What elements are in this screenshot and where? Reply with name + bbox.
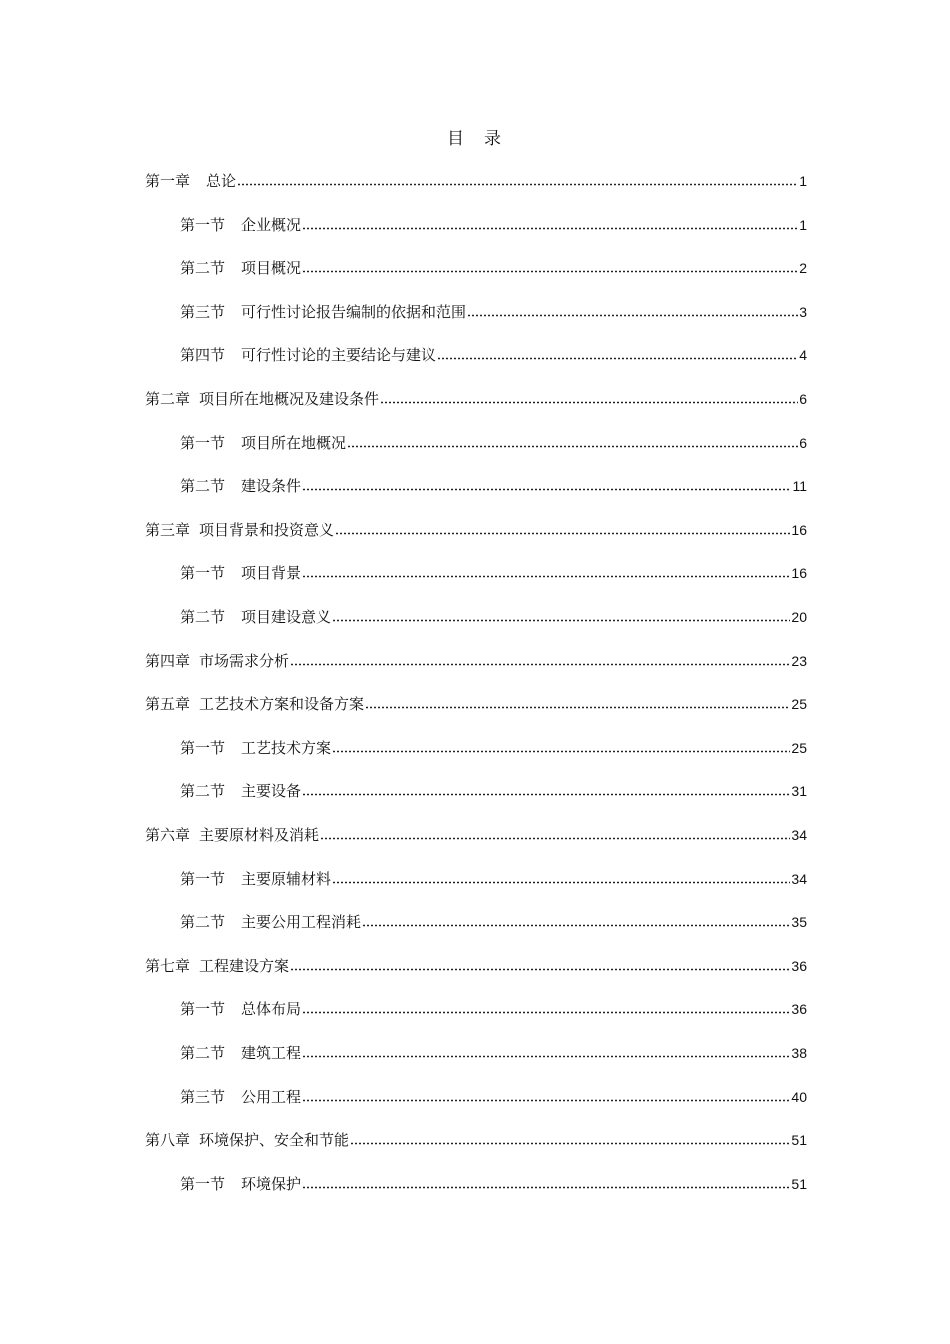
toc-entry-chapter[interactable]	[145, 1129, 807, 1151]
toc-entry-number: 第一节	[180, 564, 226, 582]
toc-entry-number: 第二节	[180, 608, 226, 626]
toc-entry-chapter[interactable]	[145, 693, 807, 715]
toc-entry-section[interactable]	[180, 606, 807, 628]
toc-entry-title: 环境保护	[241, 1175, 302, 1193]
toc-entry-section[interactable]	[180, 998, 807, 1020]
toc-entry-title: 可行性讨论报告编制的依据和范围	[241, 303, 467, 321]
toc-entry-page-number: 4	[799, 347, 807, 363]
toc-title	[0, 124, 950, 149]
toc-entry-title: 项目所在地概况及建设条件	[199, 390, 380, 408]
toc-entry-section[interactable]	[180, 868, 807, 890]
toc-entry-title: 工艺技术方案和设备方案	[199, 695, 365, 713]
toc-entry-title: 项目概况	[241, 259, 302, 277]
toc-entry-title: 主要设备	[241, 782, 302, 800]
toc-title-left: 目	[447, 129, 466, 149]
toc-entry-page-number: 2	[799, 260, 807, 276]
toc-entry-title: 企业概况	[241, 216, 302, 234]
toc-entry-page-number: 25	[791, 740, 807, 756]
toc-leader-dots	[347, 444, 798, 449]
toc-entry-title: 公用工程	[241, 1088, 302, 1106]
toc-leader-dots	[302, 226, 798, 231]
toc-entry-title: 市场需求分析	[199, 652, 290, 670]
toc-leader-dots	[332, 749, 790, 754]
toc-entry-number: 第二节	[180, 477, 226, 495]
toc-entry-page-number: 38	[791, 1045, 807, 1061]
toc-entry-number: 第七章	[145, 957, 191, 975]
toc-entry-title: 主要原辅材料	[241, 870, 332, 888]
toc-leader-dots	[302, 1054, 790, 1059]
toc-entry-number: 第三节	[180, 303, 226, 321]
toc-entry-title: 项目所在地概况	[241, 434, 347, 452]
toc-entry-title: 项目背景和投资意义	[199, 521, 335, 539]
toc-entry-number: 第六章	[145, 826, 191, 844]
toc-entry-number: 第四节	[180, 346, 226, 364]
toc-entry-page-number: 25	[791, 696, 807, 712]
toc-entry-section[interactable]	[180, 1042, 807, 1064]
toc-leader-dots	[237, 182, 798, 187]
toc-entry-number: 第一节	[180, 1000, 226, 1018]
toc-entry-title: 项目建设意义	[241, 608, 332, 626]
toc-entry-title: 工艺技术方案	[241, 739, 332, 757]
toc-entry-page-number: 31	[791, 783, 807, 799]
toc-entry-page-number: 11	[792, 478, 807, 494]
toc-entry-title: 总论	[206, 172, 237, 190]
toc-entry-number: 第一节	[180, 870, 226, 888]
toc-entry-section[interactable]	[180, 780, 807, 802]
toc-entry-page-number: 3	[799, 304, 807, 320]
toc-entry-section[interactable]	[180, 562, 807, 584]
toc-entry-page-number: 16	[791, 522, 807, 538]
toc-entry-title: 主要公用工程消耗	[241, 913, 362, 931]
toc-entry-number: 第二章	[145, 390, 191, 408]
toc-entry-section[interactable]	[180, 301, 807, 323]
toc-entry-chapter[interactable]	[145, 824, 807, 846]
toc-entry-chapter[interactable]	[145, 650, 807, 672]
toc-leader-dots	[302, 792, 790, 797]
toc-entry-chapter[interactable]	[145, 955, 807, 977]
toc-entry-number: 第二节	[180, 259, 226, 277]
toc-entry-page-number: 1	[799, 217, 807, 233]
toc-leader-dots	[302, 1010, 790, 1015]
toc-entry-section[interactable]	[180, 344, 807, 366]
toc-entry-title: 工程建设方案	[199, 957, 290, 975]
toc-entry-title: 主要原材料及消耗	[199, 826, 320, 844]
toc-entry-section[interactable]	[180, 214, 807, 236]
toc-entry-page-number: 23	[791, 653, 807, 669]
toc-entry-page-number: 35	[791, 914, 807, 930]
toc-leader-dots	[365, 705, 790, 710]
toc-entry-page-number: 51	[791, 1176, 807, 1192]
toc-leader-dots	[290, 662, 790, 667]
toc-entry-title: 项目背景	[241, 564, 302, 582]
toc-leader-dots	[302, 487, 791, 492]
toc-entry-chapter[interactable]	[145, 519, 807, 541]
toc-leader-dots	[302, 1098, 790, 1103]
toc-entry-page-number: 6	[799, 435, 807, 451]
toc-entry-title: 可行性讨论的主要结论与建议	[241, 346, 437, 364]
toc-entry-chapter[interactable]	[145, 170, 807, 192]
toc-entry-chapter[interactable]	[145, 388, 807, 410]
toc-entry-number: 第二节	[180, 782, 226, 800]
toc-entry-number: 第一节	[180, 739, 226, 757]
toc-leader-dots	[302, 1185, 790, 1190]
toc-leader-dots	[335, 531, 790, 536]
toc-leader-dots	[332, 618, 790, 623]
toc-entry-page-number: 36	[791, 958, 807, 974]
toc-entry-number: 第二节	[180, 1044, 226, 1062]
toc-entry-section[interactable]	[180, 737, 807, 759]
toc-entry-section[interactable]	[180, 475, 807, 497]
toc-entry-number: 第一节	[180, 216, 226, 234]
toc-leader-dots	[437, 356, 798, 361]
toc-entry-section[interactable]	[180, 1086, 807, 1108]
toc-leader-dots	[332, 880, 790, 885]
toc-entry-page-number: 6	[799, 391, 807, 407]
toc-entry-page-number: 16	[791, 565, 807, 581]
toc-entry-number: 第三章	[145, 521, 191, 539]
toc-entry-page-number: 51	[791, 1132, 807, 1148]
toc-leader-dots	[302, 574, 790, 579]
toc-entry-number: 第一节	[180, 1175, 226, 1193]
toc-entry-number: 第一节	[180, 434, 226, 452]
toc-entry-page-number: 36	[791, 1001, 807, 1017]
toc-entry-page-number: 1	[799, 173, 807, 189]
toc-entry-section[interactable]	[180, 432, 807, 454]
toc-entry-number: 第五章	[145, 695, 191, 713]
toc-leader-dots	[467, 313, 798, 318]
toc-entry-number: 第一章	[145, 172, 191, 190]
toc-entry-title: 总体布局	[241, 1000, 302, 1018]
toc-entry-number: 第四章	[145, 652, 191, 670]
toc-entry-number: 第三节	[180, 1088, 226, 1106]
toc-title-right: 录	[484, 129, 503, 149]
toc-entry-section[interactable]	[180, 257, 807, 279]
toc-entry-section[interactable]	[180, 1173, 807, 1195]
toc-entry-page-number: 40	[791, 1089, 807, 1105]
toc-entry-section[interactable]	[180, 911, 807, 933]
toc-entry-page-number: 20	[791, 609, 807, 625]
toc-entry-page-number: 34	[791, 871, 807, 887]
toc-leader-dots	[290, 967, 790, 972]
toc-leader-dots	[320, 836, 790, 841]
toc-leader-dots	[362, 923, 790, 928]
toc-leader-dots	[350, 1141, 790, 1146]
toc-entry-title: 环境保护、安全和节能	[199, 1131, 350, 1149]
toc-entry-title: 建设条件	[241, 477, 302, 495]
toc-leader-dots	[380, 400, 798, 405]
toc-entry-number: 第八章	[145, 1131, 191, 1149]
toc-entry-number: 第二节	[180, 913, 226, 931]
toc-entry-page-number: 34	[791, 827, 807, 843]
toc-entry-title: 建筑工程	[241, 1044, 302, 1062]
toc-leader-dots	[302, 269, 798, 274]
